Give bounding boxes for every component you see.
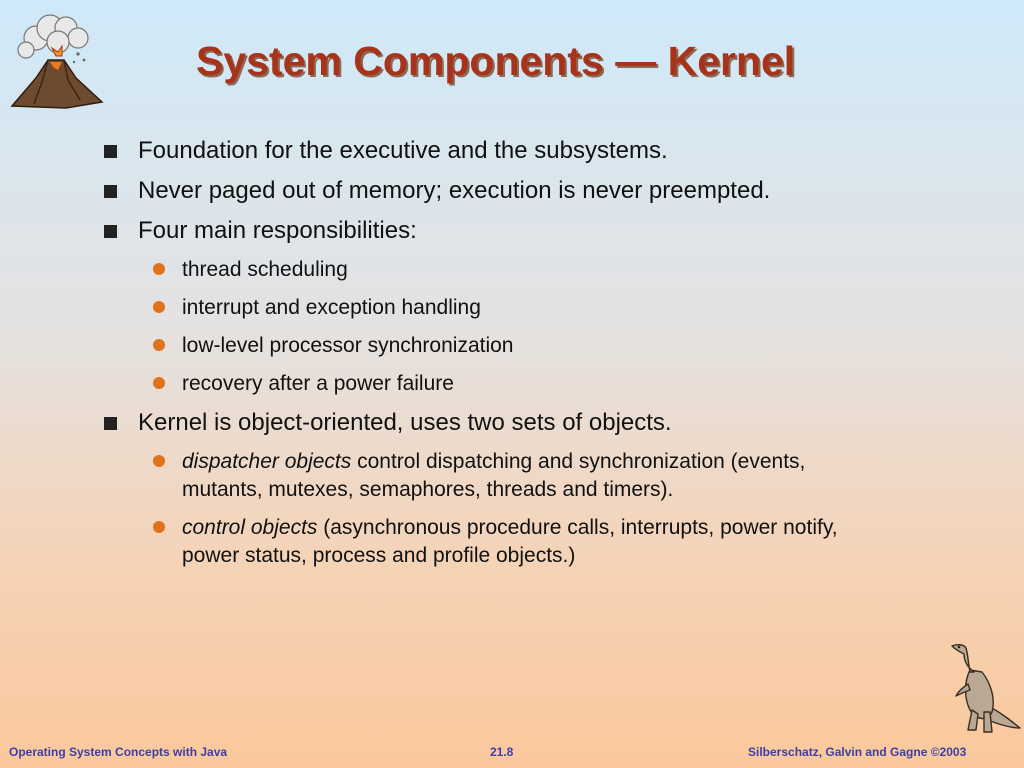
sub-list-item — [104, 256, 864, 284]
sub-bullet-text: (asynchronous procedure calls, interrupts, power notify, power status, process and profile objects.) — [182, 516, 838, 567]
sub-list-item — [104, 448, 864, 504]
square-bullet-icon — [104, 185, 117, 198]
square-bullet-icon — [104, 417, 117, 430]
footer-page-number: 21.8 — [490, 745, 514, 759]
list-item — [104, 408, 864, 438]
bullet-list — [104, 136, 864, 580]
square-bullet-icon — [104, 145, 117, 158]
sub-bullet-italic: control objects — [182, 516, 318, 539]
slide-title: System Components — Kernel — [196, 38, 796, 84]
sub-bullet-text: recovery after a power failure — [182, 372, 454, 395]
bullet-text: Four main responsibilities: — [138, 217, 417, 244]
bullet-text: Foundation for the executive and the subsystems. — [138, 137, 668, 164]
sub-bullet-text: interrupt and exception handling — [182, 296, 481, 319]
bullet-text: Kernel is object-oriented, uses two sets of objects. — [138, 409, 672, 436]
sub-list-item — [104, 370, 864, 398]
bullet-text: Never paged out of memory; execution is never preempted. — [138, 177, 771, 204]
square-bullet-icon — [104, 225, 117, 238]
circle-bullet-icon — [153, 339, 165, 351]
footer-course-title: Operating System Concepts with Java — [9, 745, 228, 759]
sub-list-item — [104, 332, 864, 360]
list-item — [104, 136, 864, 166]
sub-bullet-text: thread scheduling — [182, 258, 348, 281]
sub-bullet-text: control dispatching and synchronization (events, mutants, mutexes, semaphores, threads and timers). — [182, 450, 806, 501]
sub-list-item — [104, 294, 864, 322]
circle-bullet-icon — [153, 377, 165, 389]
list-item — [104, 216, 864, 246]
circle-bullet-icon — [153, 521, 165, 533]
list-item — [104, 176, 788, 206]
volcano-icon — [6, 8, 106, 112]
footer-copyright: Silberschatz, Galvin and Gagne ©2003 — [748, 745, 967, 759]
circle-bullet-icon — [153, 263, 165, 275]
sub-list-item — [104, 514, 864, 570]
circle-bullet-icon — [153, 455, 165, 467]
sub-bullet-text: low-level processor synchronization — [182, 334, 514, 357]
sub-bullet-italic: dispatcher objects — [182, 450, 352, 473]
circle-bullet-icon — [153, 301, 165, 313]
dinosaur-icon — [944, 636, 1022, 736]
